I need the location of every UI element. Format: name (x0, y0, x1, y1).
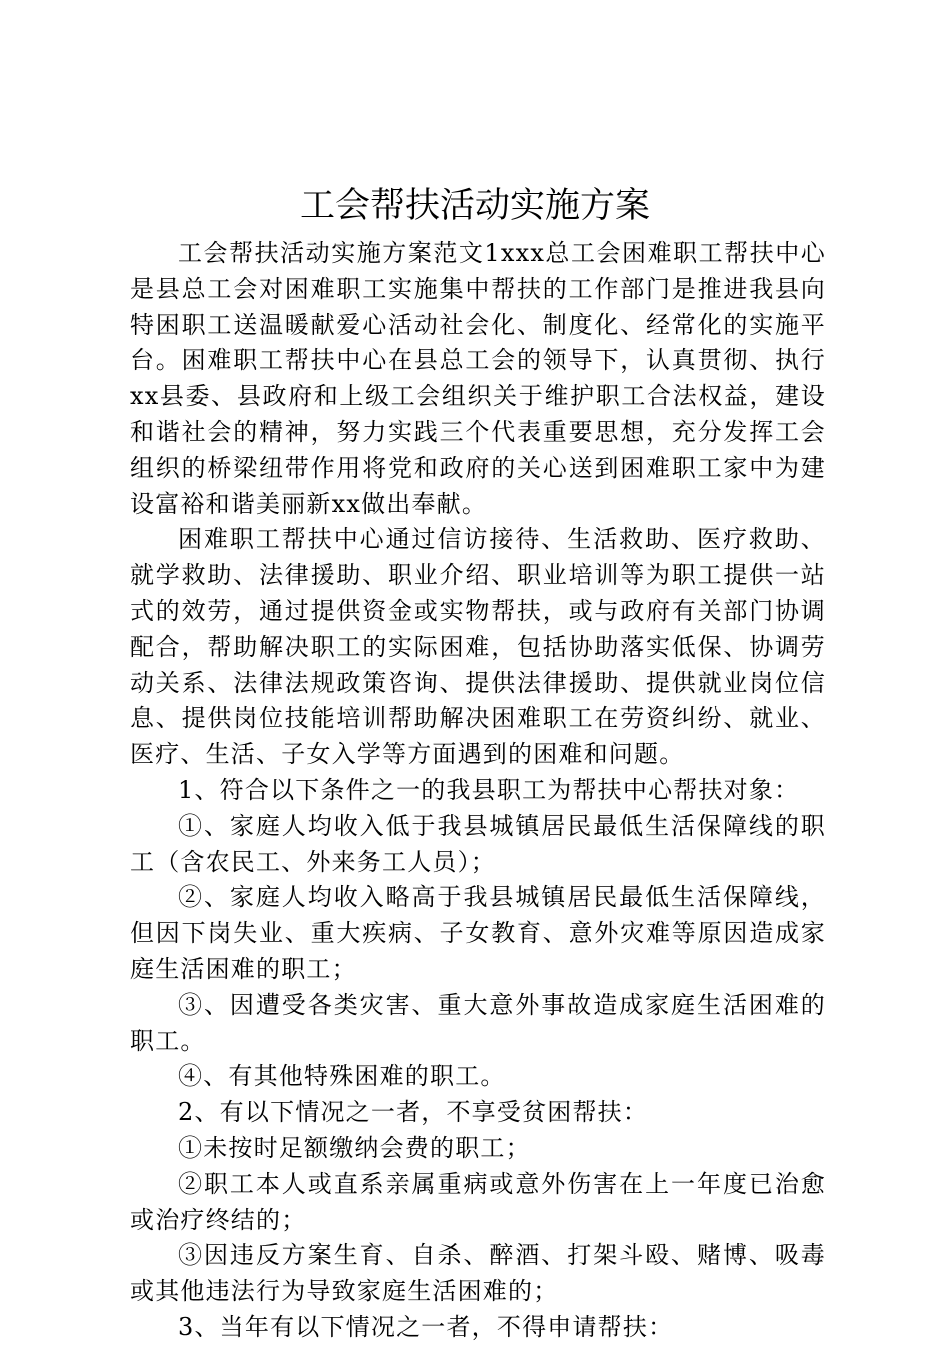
paragraph-eligibility-item-4: ④、有其他特殊困难的职工。 (178, 1062, 506, 1091)
paragraph-annual-restriction-heading: 3、当年有以下情况之一者，不得申请帮扶： (178, 1312, 674, 1341)
paragraph-exclusion-item-3: ③因违反方案生育、自杀、醉酒、打架斗殴、赌博、吸毒或其他违法行为导致家庭生活困难的； (130, 1241, 826, 1306)
paragraph-eligibility-heading: 1、符合以下条件之一的我县职工为帮扶中心帮扶对象： (178, 775, 800, 804)
paragraph-eligibility-item-1: ①、家庭人均收入低于我县城镇居民最低生活保障线的职工（含农民工、外来务工人员）； (130, 811, 826, 876)
paragraph-exclusion-item-1: ①未按时足额缴纳会费的职工； (178, 1133, 531, 1162)
document-body (130, 236, 826, 1346)
paragraph-eligibility-item-2: ②、家庭人均收入略高于我县城镇居民最低生活保障线，但因下岗失业、重大疾病、子女教育、意外灾难等原因造成家庭生活困难的职工； (130, 883, 826, 983)
paragraph-services: 困难职工帮扶中心通过信访接待、生活救助、医疗救助、就学救助、法律援助、职业介绍、职业培训等为职工提供一站式的效劳，通过提供资金或实物帮扶，或与政府有关部门协调配合，帮助解决职工的实际困难，包括协助落实低保、协调劳动关系、法律法规政策咨询、提供法律援助、提供就业岗位信息、提供岗位技能培训帮助解决困难职工在劳资纠纷、就业、医疗、生活、子女入学等方面遇到的困难和问题。 (130, 525, 826, 769)
paragraph-intro: 工会帮扶活动实施方案范文1xxx总工会困难职工帮扶中心是县总工会对困难职工实施集中帮扶的工作部门是推进我县向特困职工送温暖献爱心活动社会化、制度化、经常化的实施平台。困难职工帮扶中心在县总工会的领导下，认真贯彻、执行xx县委、县政府和上级工会组织关于维护职工合法权益，建设和谐社会的精神，努力实践三个代表重要思想，充分发挥工会组织的桥梁纽带作用将党和政府的关心送到困难职工家中为建设富裕和谐美丽新xx做出奉献。 (130, 239, 826, 518)
document-title: 工会帮扶活动实施方案 (299, 186, 650, 226)
paragraph-exclusion-heading: 2、有以下情况之一者，不享受贫困帮扶： (178, 1098, 649, 1127)
paragraph-eligibility-item-3: ③、因遭受各类灾害、重大意外事故造成家庭生活困难的职工。 (130, 990, 826, 1055)
paragraph-exclusion-item-2: ②职工本人或直系亲属重病或意外伤害在上一年度已治愈或治疗终结的； (130, 1169, 826, 1234)
